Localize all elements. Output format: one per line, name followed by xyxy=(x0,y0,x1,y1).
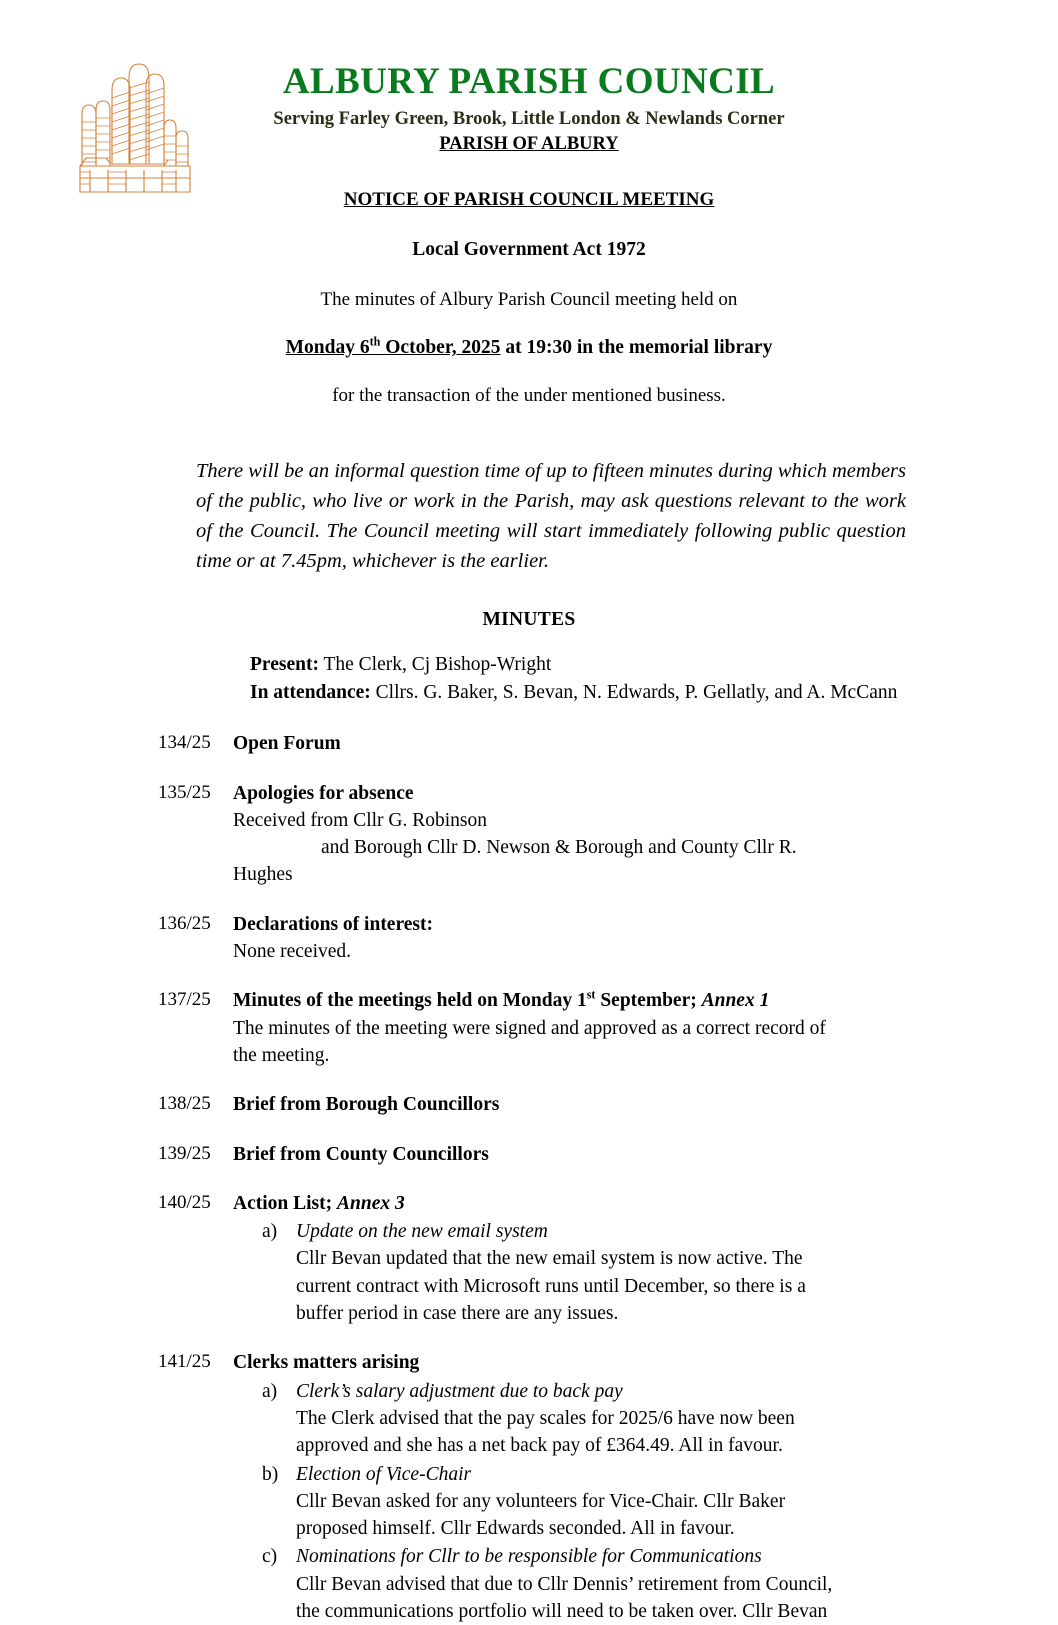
agenda-item-ref: 138/25 xyxy=(158,1093,211,1115)
agenda-item-ref: 139/25 xyxy=(158,1142,211,1164)
agenda-item-body: None received. xyxy=(233,941,352,963)
transaction-line: for the transaction of the under mentioned business. xyxy=(332,385,726,407)
subitem-body: Cllr Bevan advised that due to Cllr Dennis’ retirement from Council, the communications portfolio will need to be taken over. Cllr Bevan xyxy=(296,1573,833,1623)
subitem-marker: c) xyxy=(262,1546,278,1568)
agenda-item-title: Apologies for absence xyxy=(233,782,414,804)
agenda-item-title: Brief from Borough Councillors xyxy=(233,1094,500,1116)
agenda-item-body: The minutes of the meeting were signed and approved as a correct record of the meeting. xyxy=(233,1017,826,1066)
agenda-item-138 xyxy=(0,1091,1058,1118)
agenda-item-title xyxy=(233,987,1058,1014)
subitem-title: Update on the new email system xyxy=(296,1221,548,1243)
agenda-item-137 xyxy=(0,987,1058,1069)
subitem-body: Cllr Bevan asked for any volunteers for Vice-Chair. Cllr Baker proposed himself. Cllr Edwards seconded. All in favour. xyxy=(296,1490,786,1540)
annex-reference: Annex 1 xyxy=(701,990,770,1012)
question-time-paragraph: There will be an informal question time of up to fifteen minutes during which members of the public, who live or work in the Parish, may ask questions relevant to the work of the Council. The Council meeting will start immediately following public question time or at 7.45pm, whichever is the earlier. xyxy=(196,460,906,572)
org-subtitle: Serving Farley Green, Brook, Little London & Newlands Corner xyxy=(273,109,785,130)
subitem-title: Clerk’s salary adjustment due to back pay xyxy=(296,1380,623,1402)
agenda-item-ref: 137/25 xyxy=(158,989,211,1011)
in-attendance-line xyxy=(250,679,1058,707)
agenda-item-ref: 141/25 xyxy=(158,1351,211,1373)
agenda-subitems xyxy=(233,1218,1058,1327)
agenda-item-title-prefix: Minutes of the meetings held on Monday 1 xyxy=(233,990,587,1012)
meeting-date-mid: October, 2025 xyxy=(380,337,501,359)
subitem-marker: a) xyxy=(262,1380,278,1402)
subitem-title: Election of Vice-Chair xyxy=(296,1463,472,1485)
present-line xyxy=(250,651,1058,679)
meeting-date-ordinal: th xyxy=(369,334,381,349)
meeting-date-underlined xyxy=(285,334,501,359)
local-government-act-line: Local Government Act 1972 xyxy=(412,239,646,261)
agenda-item-134 xyxy=(0,730,1058,757)
document-header xyxy=(0,0,1058,407)
in-attendance-value: Cllrs. G. Baker, S. Bevan, N. Edwards, P. Gellatly, and A. McCann xyxy=(370,681,898,703)
subitem-body: The Clerk advised that the pay scales for 2025/6 have now been approved and she has a net back pay of £364.49. All in favour. xyxy=(296,1407,795,1457)
agenda-item-ref: 136/25 xyxy=(158,912,211,934)
apologies-line-1: Received from Cllr G. Robinson xyxy=(233,809,488,831)
agenda-item-title xyxy=(233,1190,1058,1217)
parish-of-albury-text: PARISH OF ALBURY xyxy=(439,134,619,155)
minutes-held-line: The minutes of Albury Parish Council meeting held on xyxy=(320,289,738,311)
present-value: The Clerk, Cj Bishop-Wright xyxy=(318,653,552,675)
agenda-item-title-mid: September; xyxy=(595,990,702,1012)
subitem-body: Cllr Bevan updated that the new email system is now active. The current contract with Microsoft runs until December, so there is a buffer period in case there are any issues. xyxy=(296,1248,806,1325)
agenda-item-title-ordinal: st xyxy=(586,987,596,1002)
page-title: ALBURY PARISH COUNCIL xyxy=(282,61,776,102)
present-label: Present: xyxy=(250,653,319,675)
meeting-time-venue: at 19:30 in the memorial library xyxy=(500,337,773,359)
agenda-item-140 xyxy=(0,1190,1058,1327)
agenda-item-136 xyxy=(0,911,1058,966)
agenda-subitem xyxy=(233,1543,1058,1625)
subitem-marker: b) xyxy=(262,1463,279,1485)
subitem-title: Nominations for Cllr to be responsible for Communications xyxy=(296,1546,762,1568)
agenda-item-title: Brief from County Councillors xyxy=(233,1143,489,1165)
agenda-item-141 xyxy=(0,1349,1058,1625)
agenda-item-ref: 134/25 xyxy=(158,732,211,754)
agenda-item-ref: 140/25 xyxy=(158,1191,211,1213)
agenda-item-title: Open Forum xyxy=(233,733,341,755)
minutes-heading: MINUTES xyxy=(482,608,576,630)
agenda-item-135 xyxy=(0,780,1058,889)
attendance-block xyxy=(0,651,1058,706)
agenda-item-ref: 135/25 xyxy=(158,781,211,803)
apologies-line-3: Hughes xyxy=(233,864,293,886)
notice-heading-text: NOTICE OF PARISH COUNCIL MEETING xyxy=(343,189,715,211)
agenda-subitem xyxy=(233,1461,1058,1543)
agenda-item-body xyxy=(233,807,833,889)
agenda-items-list xyxy=(0,730,1058,1625)
agenda-item-139 xyxy=(0,1141,1058,1168)
meeting-date-prefix: Monday 6 xyxy=(285,337,370,359)
albury-chimneys-logo-icon xyxy=(72,44,196,196)
apologies-line-2-text: and Borough Cllr D. Newson & Borough and County Cllr R. xyxy=(321,837,797,859)
in-attendance-label: In attendance: xyxy=(250,681,371,703)
meeting-date-line xyxy=(0,334,1058,359)
agenda-subitems xyxy=(233,1378,1058,1625)
agenda-item-title: Clerks matters arising xyxy=(233,1352,420,1374)
agenda-subitem xyxy=(233,1218,1058,1327)
agenda-subitem xyxy=(233,1378,1058,1460)
apologies-line-2 xyxy=(233,834,833,861)
agenda-item-title: Declarations of interest: xyxy=(233,913,433,935)
subitem-marker: a) xyxy=(262,1221,278,1243)
annex-reference: Annex 3 xyxy=(337,1192,405,1214)
agenda-item-title-prefix: Action List; xyxy=(233,1192,337,1214)
